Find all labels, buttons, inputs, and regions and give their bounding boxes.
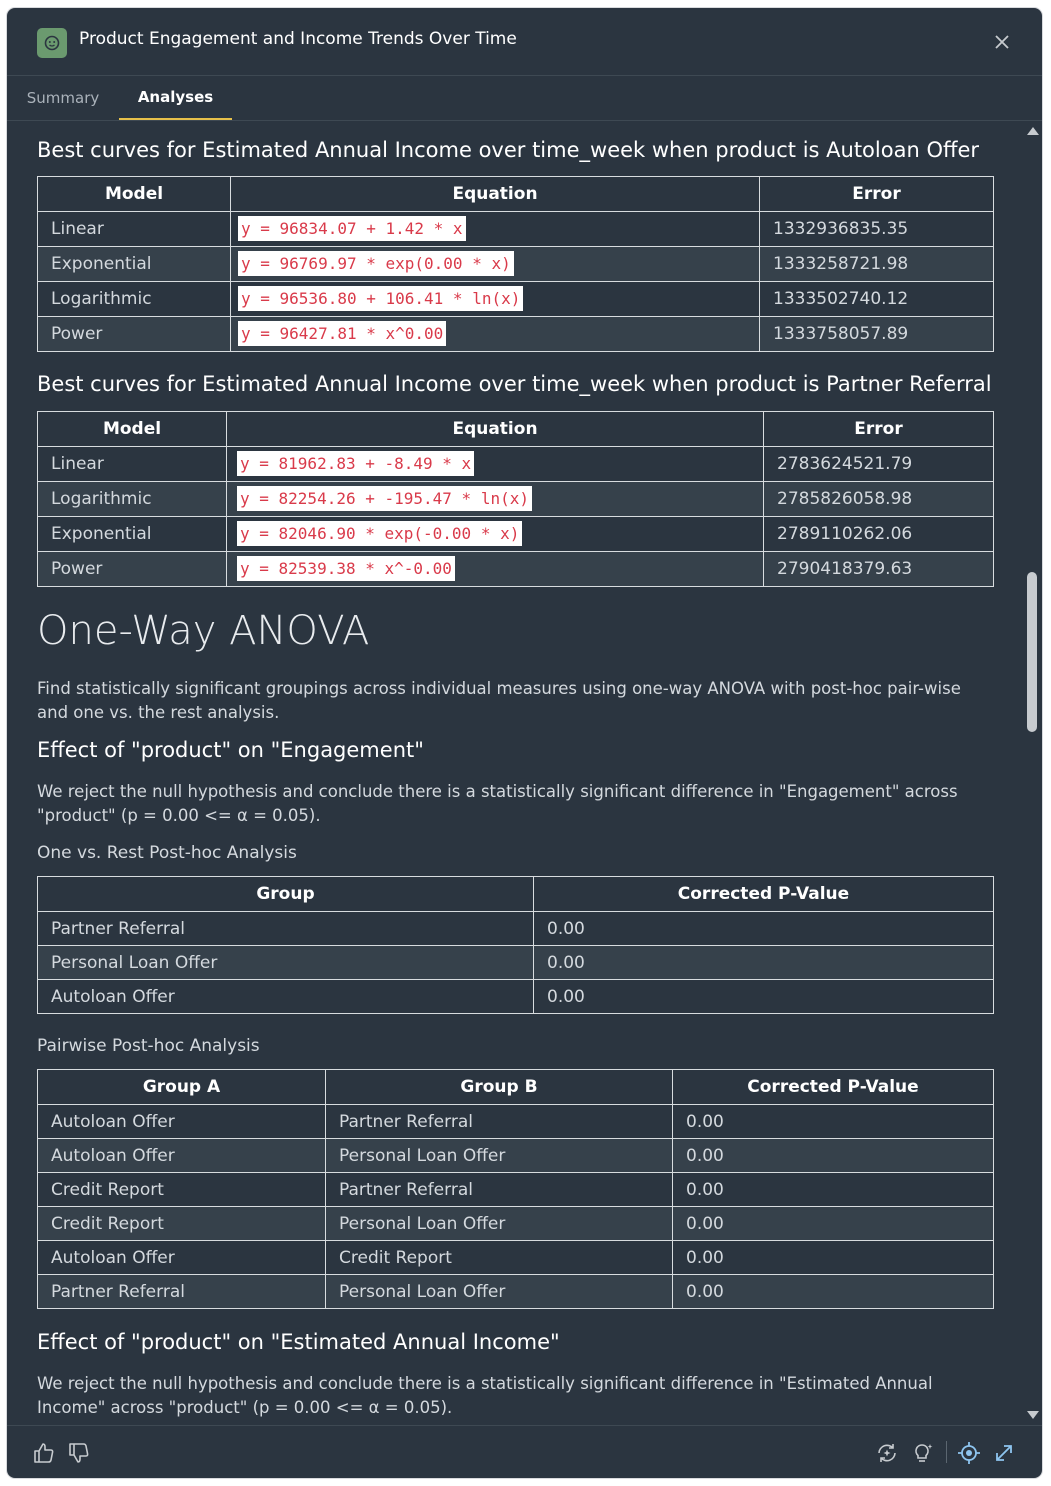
anova-title: One-Way ANOVA	[37, 608, 370, 654]
table-row	[38, 1207, 994, 1241]
equation-code: y = 96769.97 * exp(0.00 * x)	[238, 251, 514, 276]
group-cell: Partner Referral	[38, 912, 534, 946]
group-cell: Personal Loan Offer	[38, 946, 534, 980]
model-cell: Power	[38, 552, 227, 587]
model-cell: Logarithmic	[38, 482, 227, 517]
group-cell: Autoloan Offer	[38, 980, 534, 1014]
col-header-group: Group	[38, 877, 534, 912]
expand-icon[interactable]	[991, 1440, 1017, 1466]
group-b-cell: Personal Loan Offer	[326, 1139, 673, 1173]
col-header-equation: Equation	[227, 412, 764, 447]
tab-bar	[7, 76, 1042, 121]
vertical-scrollbar[interactable]	[1023, 121, 1042, 1425]
one-vs-rest-table	[37, 876, 994, 1014]
anova-description: Find statistically significant groupings across individual measures using one-way ANOVA with post-hoc pair-wise and one vs. the rest analysis.	[37, 679, 961, 722]
group-a-cell: Partner Referral	[38, 1275, 326, 1309]
table-row	[38, 1139, 994, 1173]
group-a-cell: Autoloan Offer	[38, 1105, 326, 1139]
col-header-equation: Equation	[231, 177, 760, 212]
analyses-content[interactable]	[7, 121, 1023, 1425]
error-cell: 2783624521.79	[764, 447, 994, 482]
p-value-cell: 0.00	[534, 946, 994, 980]
p-value-cell: 0.00	[534, 980, 994, 1014]
dialog-window	[7, 8, 1042, 1478]
p-value-cell: 0.00	[673, 1139, 994, 1173]
table-row	[38, 1173, 994, 1207]
curves-autoloan-heading: Best curves for Estimated Annual Income over time_week when product is Autoloan Offer	[37, 138, 979, 162]
model-cell: Linear	[38, 212, 231, 247]
curves-partner-table	[37, 411, 994, 587]
p-value-cell: 0.00	[673, 1275, 994, 1309]
equation-code: y = 82539.38 * x^-0.00	[237, 556, 455, 581]
p-value-cell: 0.00	[673, 1241, 994, 1275]
table-row	[38, 517, 994, 552]
curves-partner-heading: Best curves for Estimated Annual Income over time_week when product is Partner Referral	[37, 372, 992, 396]
table-row	[38, 212, 994, 247]
table-row	[38, 980, 994, 1014]
footer-toolbar	[7, 1425, 1042, 1478]
p-value-cell: 0.00	[534, 912, 994, 946]
equation-code: y = 81962.83 + -8.49 * x	[237, 451, 474, 476]
group-b-cell: Personal Loan Offer	[326, 1207, 673, 1241]
thumbs-up-icon[interactable]	[31, 1440, 57, 1466]
p-value-cell: 0.00	[673, 1207, 994, 1241]
engagement-conclusion: We reject the null hypothesis and conclude there is a statistically significant difference in "Engagement" across "product" (p = 0.00 <= α = 0.05).	[37, 782, 958, 825]
error-cell: 2790418379.63	[764, 552, 994, 587]
grid-face-icon	[37, 28, 67, 58]
table-row	[38, 912, 994, 946]
group-b-cell: Partner Referral	[326, 1105, 673, 1139]
error-cell: 1333502740.12	[760, 282, 994, 317]
curves-autoloan-table	[37, 176, 994, 352]
target-icon[interactable]	[956, 1440, 982, 1466]
table-row	[38, 282, 994, 317]
equation-code: y = 96427.81 * x^0.00	[238, 321, 446, 346]
thumbs-down-icon[interactable]	[66, 1440, 92, 1466]
table-row	[38, 317, 994, 352]
col-header-model: Model	[38, 177, 231, 212]
income-heading: Effect of "product" on "Estimated Annual Income"	[37, 1330, 560, 1354]
equation-code: y = 96834.07 + 1.42 * x	[238, 216, 466, 241]
scroll-up-icon[interactable]	[1027, 127, 1039, 135]
engagement-heading: Effect of "product" on "Engagement"	[37, 738, 424, 762]
col-header-p-value: Corrected P-Value	[534, 877, 994, 912]
error-cell: 2789110262.06	[764, 517, 994, 552]
error-cell: 1332936835.35	[760, 212, 994, 247]
one-vs-rest-label: One vs. Rest Post-hoc Analysis	[37, 843, 297, 863]
col-header-p-value: Corrected P-Value	[673, 1070, 994, 1105]
group-a-cell: Credit Report	[38, 1207, 326, 1241]
pairwise-table	[37, 1069, 994, 1309]
p-value-cell: 0.00	[673, 1105, 994, 1139]
title-bar	[7, 8, 1042, 76]
table-row	[38, 482, 994, 517]
scrollbar-thumb[interactable]	[1027, 572, 1037, 732]
equation-code: y = 82046.90 * exp(-0.00 * x)	[237, 521, 522, 546]
col-header-group-a: Group A	[38, 1070, 326, 1105]
p-value-cell: 0.00	[673, 1173, 994, 1207]
table-row	[38, 946, 994, 980]
refresh-sparkle-icon[interactable]	[874, 1440, 900, 1466]
group-b-cell: Personal Loan Offer	[326, 1275, 673, 1309]
equation-code: y = 82254.26 + -195.47 * ln(x)	[237, 486, 532, 511]
equation-code: y = 96536.80 + 106.41 * ln(x)	[238, 286, 523, 311]
tab-summary[interactable]: Summary	[26, 89, 100, 107]
table-row	[38, 1275, 994, 1309]
group-a-cell: Autoloan Offer	[38, 1241, 326, 1275]
group-a-cell: Autoloan Offer	[38, 1139, 326, 1173]
model-cell: Exponential	[38, 517, 227, 552]
col-header-error: Error	[760, 177, 994, 212]
model-cell: Logarithmic	[38, 282, 231, 317]
window-title: Product Engagement and Income Trends Over Time	[79, 29, 517, 49]
pairwise-label: Pairwise Post-hoc Analysis	[37, 1036, 260, 1056]
group-b-cell: Credit Report	[326, 1241, 673, 1275]
col-header-model: Model	[38, 412, 227, 447]
group-a-cell: Credit Report	[38, 1173, 326, 1207]
table-row	[38, 247, 994, 282]
lightbulb-icon[interactable]	[909, 1440, 935, 1466]
tab-analyses[interactable]: Analyses	[119, 76, 232, 120]
error-cell: 2785826058.98	[764, 482, 994, 517]
scroll-down-icon[interactable]	[1027, 1411, 1039, 1419]
income-conclusion: We reject the null hypothesis and conclude there is a statistically significant difference in "Estimated Annual Income" across "product" (p = 0.00 <= α = 0.05).	[37, 1374, 933, 1417]
table-row	[38, 552, 994, 587]
footer-divider	[946, 1441, 947, 1463]
col-header-group-b: Group B	[326, 1070, 673, 1105]
group-b-cell: Partner Referral	[326, 1173, 673, 1207]
error-cell: 1333758057.89	[760, 317, 994, 352]
model-cell: Power	[38, 317, 231, 352]
table-row	[38, 1241, 994, 1275]
table-row	[38, 1105, 994, 1139]
error-cell: 1333258721.98	[760, 247, 994, 282]
table-row	[38, 447, 994, 482]
col-header-error: Error	[764, 412, 994, 447]
close-icon[interactable]	[990, 30, 1014, 54]
model-cell: Exponential	[38, 247, 231, 282]
model-cell: Linear	[38, 447, 227, 482]
